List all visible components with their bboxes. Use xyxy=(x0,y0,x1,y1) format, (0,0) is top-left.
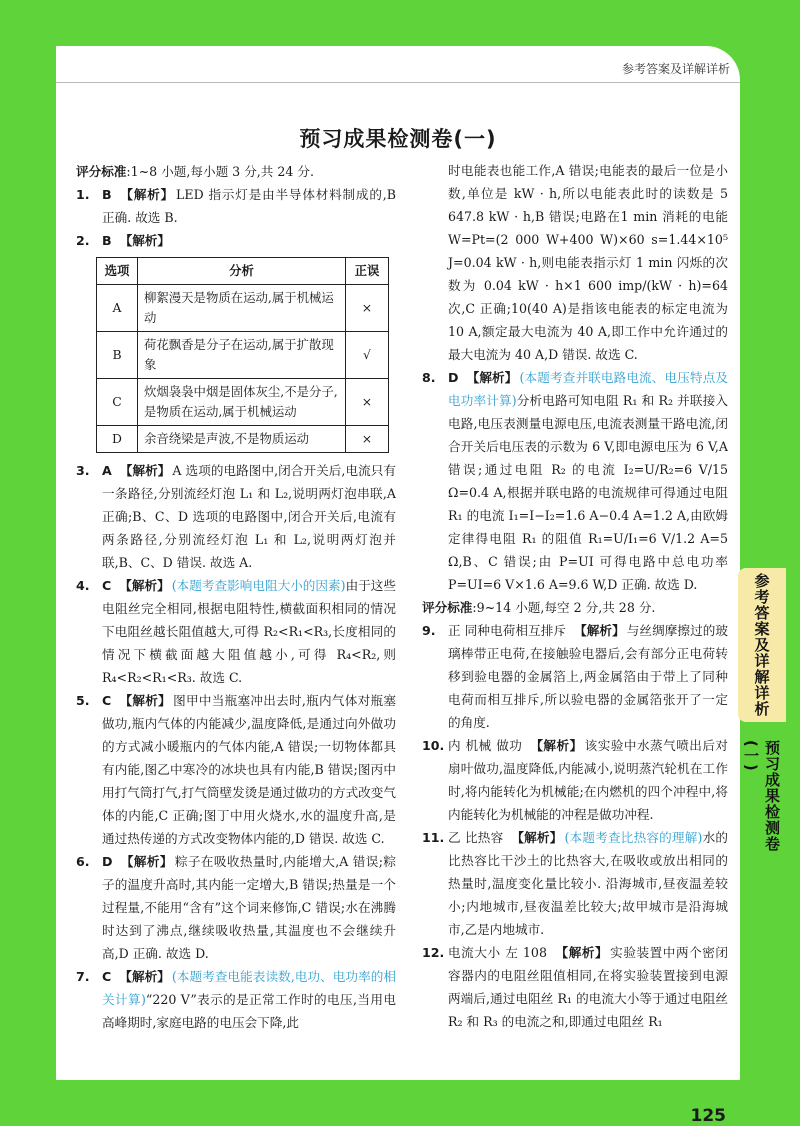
scoring-label: 评分标准 xyxy=(422,600,473,615)
answer-choice: B xyxy=(102,187,112,202)
table-cell-option: A xyxy=(97,285,138,332)
question-number: 3. xyxy=(76,463,90,478)
table-cell-analysis: 炊烟袅袅中烟是固体灰尘,不是分子,是物质在运动,属于机械运动 xyxy=(138,379,346,426)
question-2 xyxy=(76,229,396,252)
question-9 xyxy=(422,619,728,734)
explanation-text: 由于这些电阻丝完全相同,根据电阻特性,横截面积相同的情况下电阻丝越长阻值越大,可得 R₂<R₁<R₃,长度相同的情况下横截面越大阻值越小,可得 R₄<R₂,则 R₄<R₂<R₁<R₃. 故选 C. xyxy=(102,578,397,685)
analysis-tag: 【解析】 xyxy=(120,854,173,869)
analysis-tag: 【解析】 xyxy=(511,830,563,845)
question-number: 9. xyxy=(422,623,436,638)
header-divider xyxy=(56,82,740,83)
table-cell-mark: √ xyxy=(346,332,389,379)
answer-text: 正 同种电荷相互排斥 xyxy=(448,623,567,638)
question-number: 2. xyxy=(76,233,90,248)
analysis-tag: 【解析】 xyxy=(554,945,609,960)
topic-note: (本题考查并联电路电流、电压特点及电功率计算) xyxy=(448,370,728,408)
analysis-tag: 【解析】 xyxy=(119,969,170,984)
explanation-text: A 选项的电路图中,闭合开关后,电流只有一条路径,分别流经灯泡 L₁ 和 L₂,说明两灯泡串联,A 正确;B、C、D 选项的电路图中,闭合开关后,电流有两条路径,分别流经灯泡 L₁ 和 L₂,说明两灯泡并联,B、C、D 错误. 故选 A. xyxy=(102,463,397,570)
running-header: 参考答案及详解详析 xyxy=(621,62,730,76)
table-row xyxy=(97,332,389,379)
question-7 xyxy=(76,965,396,1034)
question-8 xyxy=(422,366,728,596)
question-number: 11. xyxy=(422,830,445,845)
table-cell-analysis: 柳絮漫天是物质在运动,属于机械运动 xyxy=(138,285,346,332)
analysis-tag: 【解析】 xyxy=(119,233,170,248)
analysis-table xyxy=(96,257,389,453)
explanation-text: LED 指示灯是由半导体材料制成的,B 正确. 故选 B. xyxy=(102,187,396,225)
question-number: 1. xyxy=(76,187,90,202)
question-6 xyxy=(76,850,396,965)
question-1 xyxy=(76,183,396,229)
table-cell-mark: × xyxy=(346,285,389,332)
scoring-text: :1~8 小题,每小题 3 分,共 24 分. xyxy=(126,164,315,179)
explanation-text: “220 V”表示的是正常工作时的电压,当用电高峰期时,家庭电路的电压会下降,此 xyxy=(102,992,396,1030)
scoring-text: :9~14 小题,每空 2 分,共 28 分. xyxy=(472,600,656,615)
page-number: 125 xyxy=(690,1106,726,1126)
side-subtitle-label: 预习成果检测卷(一) xyxy=(742,740,781,852)
answer-choice: D xyxy=(448,370,459,385)
analysis-tag: 【解析】 xyxy=(119,693,172,708)
side-subtitle xyxy=(742,740,782,880)
analysis-tag: 【解析】 xyxy=(119,187,175,202)
question-number: 6. xyxy=(76,854,90,869)
table-header-row xyxy=(97,258,389,285)
question-10 xyxy=(422,734,728,826)
answer-choice: A xyxy=(102,463,112,478)
explanation-text: 图甲中当瓶塞冲出去时,瓶内气体对瓶塞做功,瓶内气体的内能减少,温度降低,是通过向外做功的方式减小暖瓶内的气体内能,A 错误;一切物体都具有内能,图乙中寒冷的冰块也具有内能,B 错误;图丙中用打气筒打气,打气筒壁发烫是通过做功的方式改变气体的内能,C 正确;图丁中用火烧水,水的温度升高,是通过热传递的方式改变物体内能的,D 错误. 故选 C. xyxy=(102,693,397,846)
table-cell-option: C xyxy=(97,379,138,426)
answer-choice: C xyxy=(102,693,112,708)
question-7-continued xyxy=(422,159,728,366)
topic-note: (本题考查影响电阻大小的因素) xyxy=(171,578,346,593)
question-12 xyxy=(422,941,728,1033)
question-number: 7. xyxy=(76,969,90,984)
table-cell-mark: × xyxy=(346,379,389,426)
analysis-tag: 【解析】 xyxy=(574,623,625,638)
answer-choice: D xyxy=(102,854,113,869)
page-title: 预习成果检测卷(一) xyxy=(299,127,497,151)
explanation-text: 该实验中水蒸气喷出后对扇叶做功,温度降低,内能减小,说明蒸汽轮机在工作时,将内能转化为机械能;在内燃机的四个冲程中,将内能转化为机械能的冲程是做功冲程. xyxy=(448,738,729,822)
explanation-text: 时电能表也能工作,A 错误;电能表的最后一位是小数,单位是 kW · h,所以电能表此时的读数是 5 647.8 kW · h,B 错误;电路在1 min 消耗的电能 W=Pt=(2 000 W+400 W)×60 s=1.44×10⁵ J=0.04 kW · h,则电能表指示灯 1 min 闪烁的次数为 0.04 kW · h×1 600 imp/(kW · h)=64 次,C 正确;10(40 A)是指该电能表的标定电流为 10 A,额定最大电流为 40 A,即工作中允许通过的最大电流为 40 A,D 错误. 故选 C. xyxy=(448,163,728,362)
table-row xyxy=(97,379,389,426)
topic-note: (本题考查比热容的理解) xyxy=(564,830,703,845)
explanation-text: 与丝绸摩擦过的玻璃棒带正电荷,在接触验电器后,会有部分正电荷转移到验电器的金属箔上,两金属箔由于带上了同种电荷而相互排斥,所以验电器的金属箔张开了一定的角度. xyxy=(448,623,729,730)
explanation-text: 水的比热容比干沙土的比热容大,在吸收或放出相同的热量时,温度变化量比较小. 沿海城市,昼夜温差较小;内地城市,昼夜温差比较大;故甲城市是沿海城市,乙是内地城市. xyxy=(448,830,728,937)
question-number: 5. xyxy=(76,693,90,708)
question-number: 8. xyxy=(422,370,436,385)
question-5 xyxy=(76,689,396,850)
table-header: 正误 xyxy=(346,258,389,285)
explanation-text: 粽子在吸收热量时,内能增大,A 错误;粽子的温度升高时,其内能一定增大,B 错误;热量是一个过程量,不能用“含有”这个词来修饰,C 错误;水在沸腾时达到了沸点,继续吸收热量,其温度也不会继续升高,D 正确. 故选 D. xyxy=(102,854,396,961)
analysis-tag: 【解析】 xyxy=(530,738,583,753)
explanation-text: 实验装置中两个密闭容器内的电阻丝阻值相同,在将实验装置接到电源两端后,通过电阻丝 R₁ 的电流大小等于通过电阻丝 R₂ 和 R₃ 的电流之和,即通过电阻丝 R₁ xyxy=(448,945,729,1029)
topic-note: (本题考查电能表读数,电功、电功率的相关计算) xyxy=(102,969,396,1007)
table-header: 分析 xyxy=(138,258,346,285)
table-cell-analysis: 荷花飘香是分子在运动,属于扩散现象 xyxy=(138,332,346,379)
table-cell-mark: × xyxy=(346,426,389,453)
table-cell-option: B xyxy=(97,332,138,379)
question-4 xyxy=(76,574,396,689)
question-number: 10. xyxy=(422,738,445,753)
table-row xyxy=(97,285,389,332)
table-cell-option: D xyxy=(97,426,138,453)
explanation-text: 分析电路可知电阻 R₁ 和 R₂ 并联接入电路,电压表测量电源电压,电流表测量干路电流,闭合开关后电压表的示数为 6 V,即电源电压为 6 V,A 错误;通过电阻 R₂ 的电流 I₂=U/R₂=6 V/15 Ω=0.4 A,根据并联电路的电流规律可得通过电阻 R₁ 的电流 I₁=I−I₂=1.6 A−0.4 A=1.2 A,由欧姆定律得电阻 R₁ 的阻值 R₁=U/I₁=6 V/1.2 A=5 Ω,B、C 错误;由 P=UI 可得电路中总电功率 P=UI=6 V×1.6 A=9.6 W,D 正确. 故选 D. xyxy=(448,393,728,592)
scoring-label: 评分标准 xyxy=(76,164,127,179)
question-11 xyxy=(422,826,728,941)
question-3 xyxy=(76,459,396,574)
question-number: 12. xyxy=(422,945,445,960)
answer-page xyxy=(56,46,740,1126)
side-tab xyxy=(738,568,786,722)
answer-choice: B xyxy=(102,233,112,248)
left-column xyxy=(76,160,396,1034)
answer-choice: C xyxy=(102,578,112,593)
analysis-tag: 【解析】 xyxy=(119,463,171,478)
right-column xyxy=(422,159,728,1033)
answer-text: 电流大小 左 108 xyxy=(448,945,547,960)
table-cell-analysis: 余音绕梁是声波,不是物质运动 xyxy=(138,426,346,453)
answer-text: 内 机械 做功 xyxy=(448,738,523,753)
question-number: 4. xyxy=(76,578,90,593)
side-tab-label: 参考答案及详解详析 xyxy=(752,573,771,717)
scoring-standard-1 xyxy=(76,160,396,183)
analysis-tag: 【解析】 xyxy=(119,578,170,593)
table-header: 选项 xyxy=(97,258,138,285)
table-row xyxy=(97,426,389,453)
scoring-standard-2 xyxy=(422,596,728,619)
answer-text: 乙 比热容 xyxy=(448,830,504,845)
analysis-tag: 【解析】 xyxy=(466,370,518,385)
answer-choice: C xyxy=(102,969,112,984)
